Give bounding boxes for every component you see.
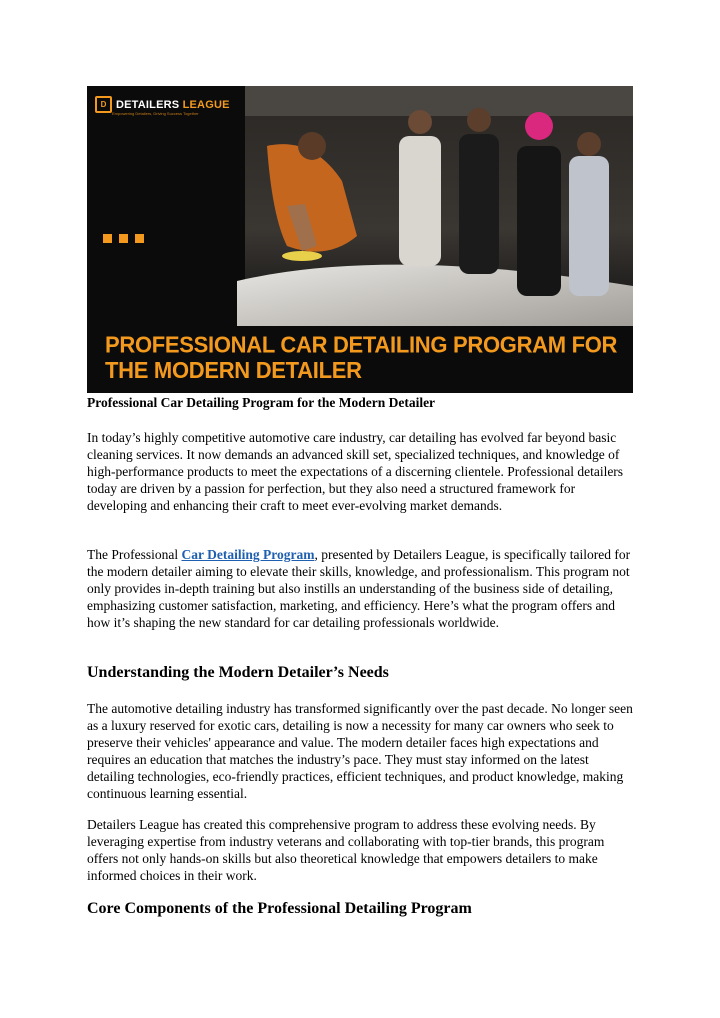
program-text-before: The Professional: [87, 547, 182, 562]
program-paragraph: [87, 546, 635, 631]
orange-dot: [103, 234, 112, 243]
ellipsis-decoration: [103, 234, 144, 243]
logo-word-1: DETAILERS: [116, 98, 180, 111]
image-caption: Professional Car Detailing Program for the Modern Detailer: [87, 395, 436, 410]
car-detailing-program-link[interactable]: Car Detailing Program: [181, 547, 315, 562]
banner-line-2: THE MODERN DETAILER: [105, 356, 362, 384]
logo-wordmark: [116, 99, 230, 111]
program-text-after: , presented by Detailers League, is specifically tailored for the modern detailer aiming to elevate their skills, knowledge, and professionalism. This program not only provides in-depth training but also instills an understanding of the business side of detailing, emphasizing customer satisfaction, marketing, and efficiency. Here’s what the program offers and how it’s shaping the new standard for car detailing professionals worldwide.: [87, 547, 631, 630]
section-heading-core-components: Core Components of the Professional Detailing Program: [87, 900, 472, 917]
hero-banner-title: [105, 333, 625, 383]
section-heading-needs: Understanding the Modern Detailer’s Needs: [87, 664, 389, 681]
hero-image: [87, 86, 633, 393]
orange-dot: [119, 234, 128, 243]
logo-tagline: Empowering Detailers, Driving Success Together: [112, 111, 199, 116]
banner-line-1: PROFESSIONAL CAR DETAILING PROGRAM FOR: [105, 331, 618, 358]
needs-paragraph-2: Detailers League has created this comprehensive program to address these evolving needs. By leveraging expertise from industry veterans and collaborating with top-tier brands, this program offers not only hands-on skills but also theoretical knowledge that empowers detailers to make informed choices in their work.: [87, 817, 605, 883]
intro-paragraph: In today’s highly competitive automotive care industry, car detailing has evolved far beyond basic cleaning services. It now demands an advanced skill set, specialized techniques, and knowledge of high-performance products to meet the expectations of a discerning clientele. Professional detailers today are driven by a passion for perfection, but they also need a structured framework for developing and enhancing their craft to meet ever-evolving market demands.: [87, 430, 624, 513]
needs-paragraph-1: The automotive detailing industry has transformed significantly over the past decade. No longer seen as a luxury reserved for exotic cars, detailing is now a necessity for many car owners who seek to preserve their vehicles' appearance and value. The modern detailer faces high expectations and requires an education that matches the industry’s pace. They must stay informed on the latest detailing technologies, eco-friendly practices, efficient techniques, and product knowledge, making continuous learning essential.: [87, 701, 633, 801]
detailers-league-logo-icon: D: [95, 96, 112, 113]
logo-word-2: LEAGUE: [182, 98, 230, 111]
orange-dot: [135, 234, 144, 243]
